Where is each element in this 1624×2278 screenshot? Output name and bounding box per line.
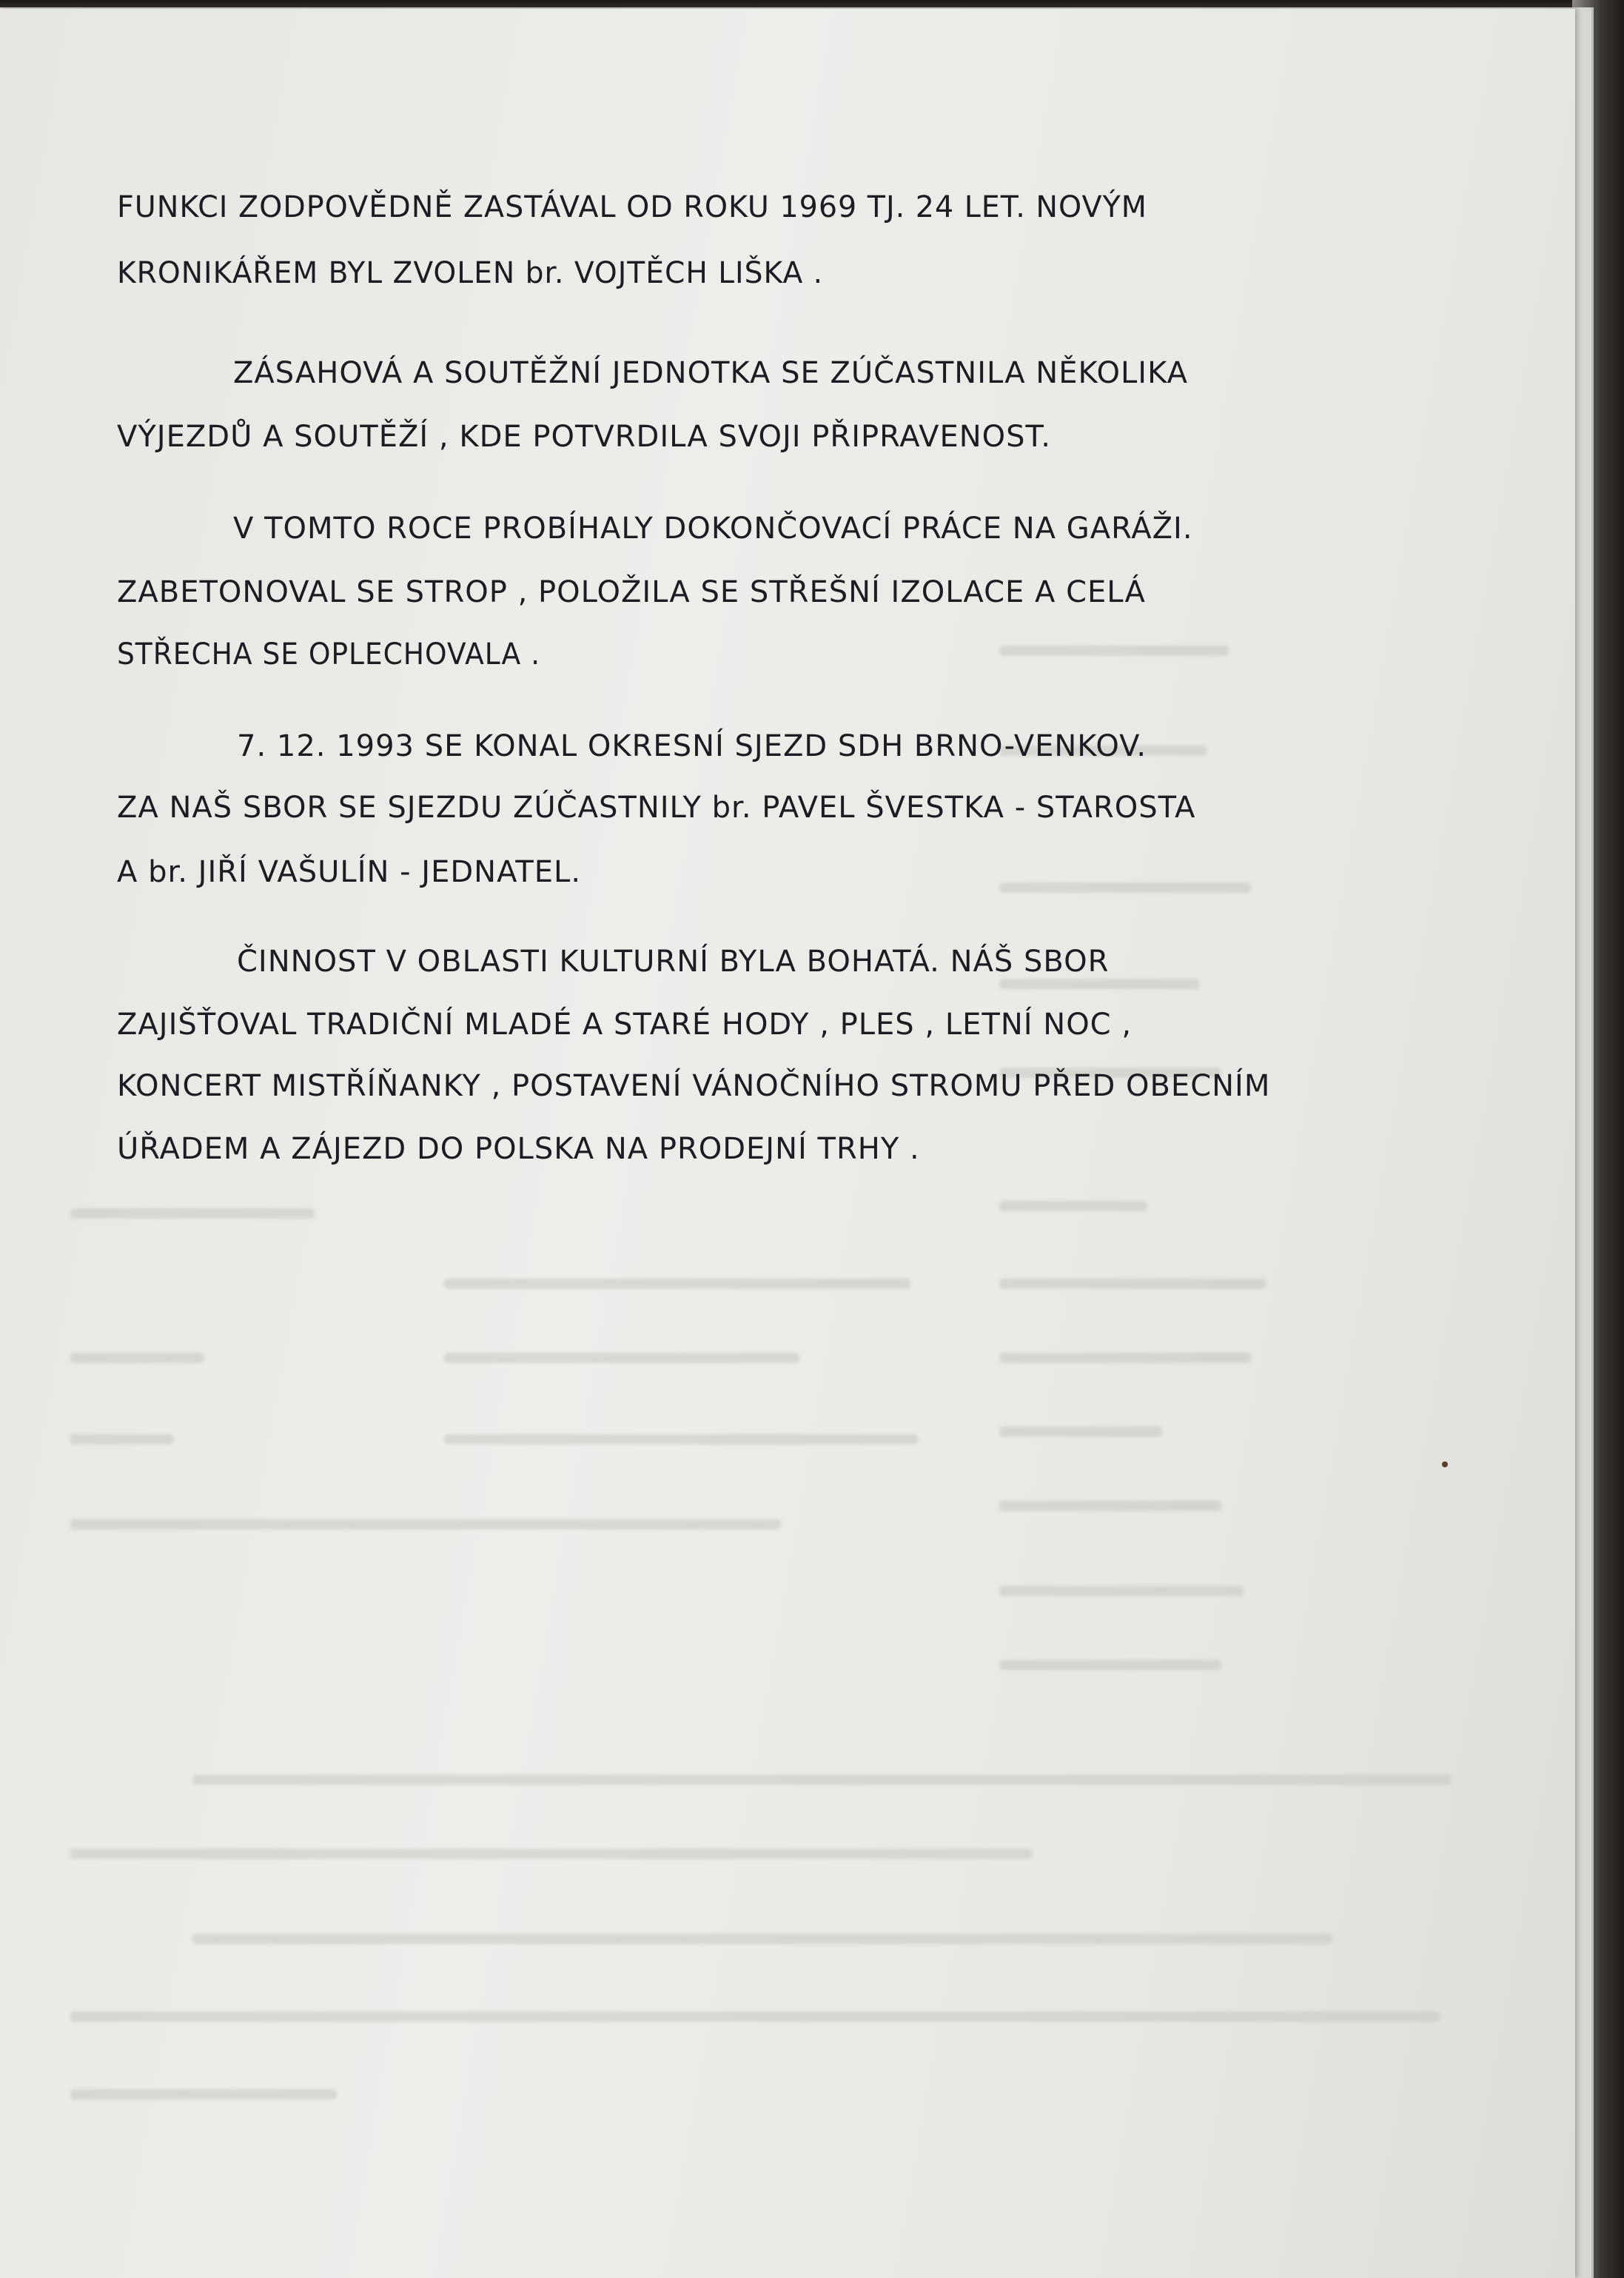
- text-line: VÝJEZDŮ A SOUTĚŽÍ , KDE POTVRDILA SVOJI PŘIPRAVENOST.: [117, 420, 1051, 454]
- text-line: STŘECHA SE OPLECHOVALA .: [117, 637, 540, 671]
- text-line: V TOMTO ROCE PROBÍHALY DOKONČOVACÍ PRÁCE NA GARÁŽI.: [233, 512, 1193, 546]
- text-line: ZA NAŠ SBOR SE SJEZDU ZÚČASTNILY br. PAVEL ŠVESTKA - STAROSTA: [117, 791, 1196, 825]
- text-line: ÚŘADEM A ZÁJEZD DO POLSKA NA PRODEJNÍ TRHY .: [117, 1132, 920, 1166]
- text-line: 7. 12. 1993 SE KONAL OKRESNÍ SJEZD SDH BRNO-VENKOV.: [237, 729, 1147, 763]
- text-line: ZAJIŠŤOVAL TRADIČNÍ MLADÉ A STARÉ HODY , PLES , LETNÍ NOC ,: [117, 1008, 1133, 1042]
- text-line: ČINNOST V OBLASTI KULTURNÍ BYLA BOHATÁ. NÁŠ SBOR: [237, 945, 1110, 979]
- text-line: FUNKCI ZODPOVĚDNĚ ZASTÁVAL OD ROKU 1969 TJ. 24 LET. NOVÝM: [117, 190, 1147, 224]
- handwritten-text: [0, 9, 1575, 2278]
- paper-speck: [1442, 1461, 1448, 1467]
- text-line: KONCERT MISTŘÍŇANKY , POSTAVENÍ VÁNOČNÍHO STROMU PŘED OBECNÍM: [117, 1069, 1271, 1103]
- text-line: KRONIKÁŘEM BYL ZVOLEN br. VOJTĚCH LIŠKA .: [117, 256, 824, 290]
- text-line: ZABETONOVAL SE STROP , POLOŽILA SE STŘEŠNÍ IZOLACE A CELÁ: [117, 575, 1146, 609]
- text-line: A br. JIŘÍ VAŠULÍN - JEDNATEL.: [117, 855, 582, 889]
- text-line: ZÁSAHOVÁ A SOUTĚŽNÍ JEDNOTKA SE ZÚČASTNILA NĚKOLIKA: [233, 356, 1188, 390]
- chronicle-page: [0, 9, 1575, 2278]
